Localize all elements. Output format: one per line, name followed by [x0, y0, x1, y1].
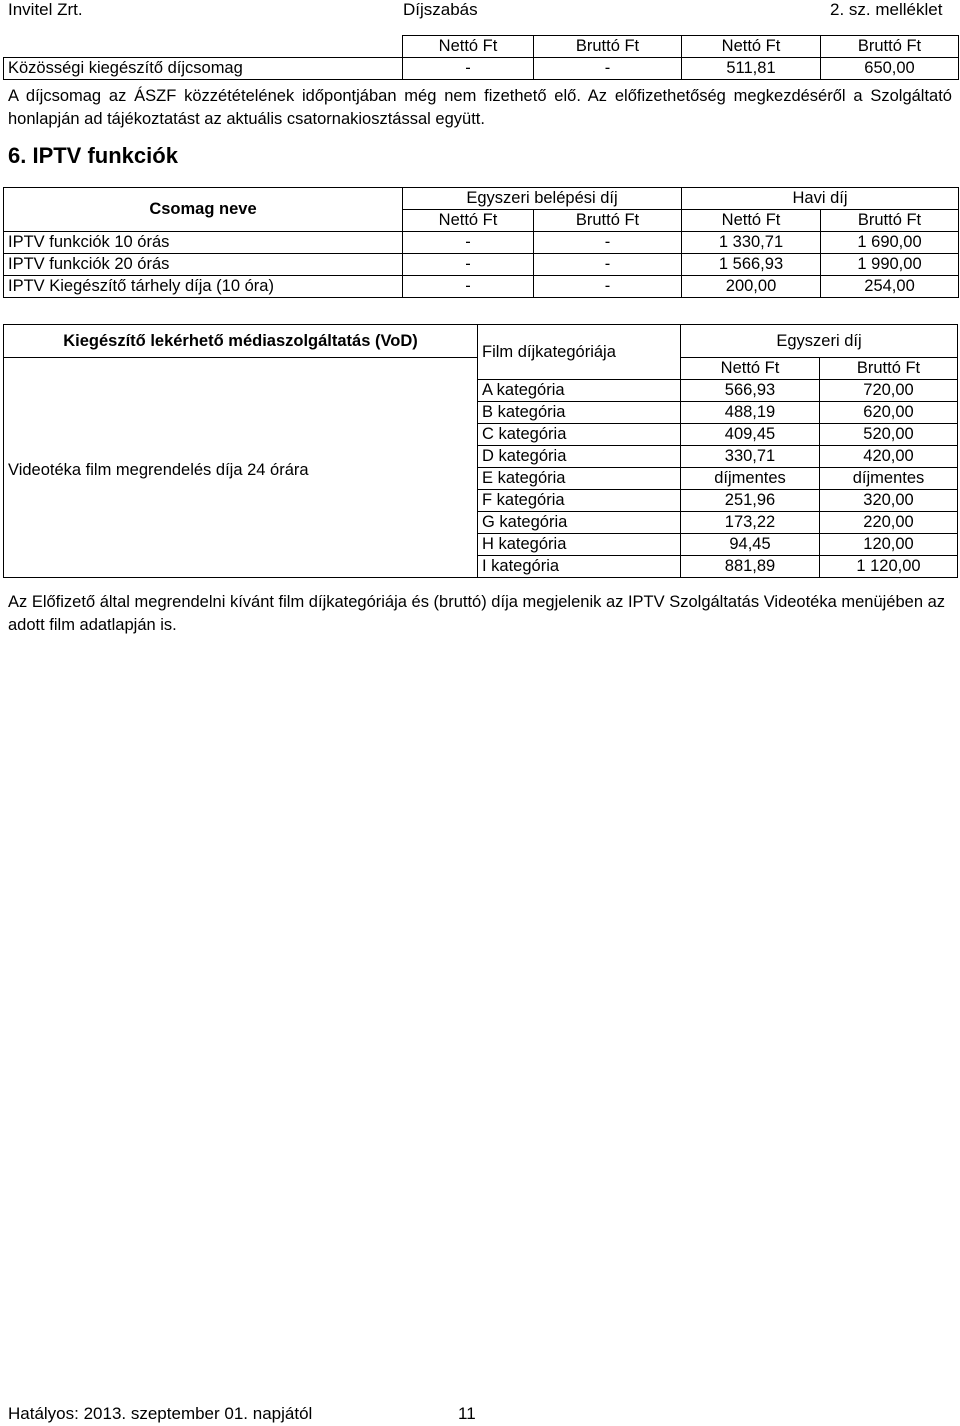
footer-effective-date: Hatályos: 2013. szeptember 01. napjától	[8, 1404, 313, 1423]
cell-value: -	[403, 254, 534, 276]
net-price: 251,96	[681, 490, 820, 512]
table-row	[4, 232, 959, 254]
package-name: IPTV funkciók 20 órás	[4, 254, 403, 276]
cell-value: -	[534, 232, 682, 254]
gross-price: 520,00	[820, 424, 958, 446]
header-doc-title: Díjszabás	[403, 0, 478, 19]
vod-title: Kiegészítő lekérhető médiaszolgáltatás (VoD)	[4, 325, 478, 358]
group-header-one-time: Egyszeri belépési díj	[403, 188, 682, 210]
cell-value: -	[534, 58, 682, 80]
category-name: D kategória	[478, 446, 681, 468]
cell-value: 1 690,00	[821, 232, 959, 254]
gross-price: 1 120,00	[820, 556, 958, 578]
cell-value: 254,00	[821, 276, 959, 298]
net-price: díjmentes	[681, 468, 820, 490]
cell-value: -	[534, 254, 682, 276]
net-price: 409,45	[681, 424, 820, 446]
col-header: Nettó Ft	[403, 210, 534, 232]
net-price: 566,93	[681, 380, 820, 402]
gross-price: 220,00	[820, 512, 958, 534]
gross-price: 320,00	[820, 490, 958, 512]
cell-value: -	[403, 58, 534, 80]
category-name: G kategória	[478, 512, 681, 534]
table-header-row	[4, 36, 959, 58]
col-header: Bruttó Ft	[820, 358, 958, 380]
table-header-row	[4, 188, 959, 210]
vod-table	[3, 324, 958, 578]
cell-value: 200,00	[682, 276, 821, 298]
net-price: 488,19	[681, 402, 820, 424]
section-heading: 6. IPTV funkciók	[8, 143, 178, 168]
cell-value: 511,81	[682, 58, 821, 80]
category-name: F kategória	[478, 490, 681, 512]
category-name: C kategória	[478, 424, 681, 446]
footer-page-number: 11	[458, 1404, 476, 1423]
gross-price: 420,00	[820, 446, 958, 468]
col-package-name: Csomag neve	[4, 188, 403, 232]
gross-price: díjmentes	[820, 468, 958, 490]
col-film-category: Film díjkategóriája	[478, 325, 681, 380]
table-header-row	[4, 325, 958, 358]
net-price: 330,71	[681, 446, 820, 468]
cell-value: 1 566,93	[682, 254, 821, 276]
package-name: IPTV Kiegészítő tárhely díja (10 óra)	[4, 276, 403, 298]
col-header: Nettó Ft	[681, 358, 820, 380]
package-name: Közösségi kiegészítő díjcsomag	[4, 58, 403, 80]
category-name: I kategória	[478, 556, 681, 578]
header-company: Invitel Zrt.	[8, 0, 83, 19]
category-name: B kategória	[478, 402, 681, 424]
group-header-one-time: Egyszeri díj	[681, 325, 958, 358]
cell-value: -	[403, 232, 534, 254]
gross-price: 720,00	[820, 380, 958, 402]
category-name: H kategória	[478, 534, 681, 556]
category-name: E kategória	[478, 468, 681, 490]
vod-service-name: Videotéka film megrendelés díja 24 órára	[4, 358, 478, 578]
group-header-monthly: Havi díj	[682, 188, 959, 210]
col-header: Bruttó Ft	[534, 36, 682, 58]
col-header: Nettó Ft	[403, 36, 534, 58]
col-header: Bruttó Ft	[821, 210, 959, 232]
net-price: 881,89	[681, 556, 820, 578]
table-row	[4, 276, 959, 298]
header-appendix: 2. sz. melléklet	[830, 0, 943, 19]
col-header: Bruttó Ft	[534, 210, 682, 232]
col-header: Nettó Ft	[682, 210, 821, 232]
package-name: IPTV funkciók 10 órás	[4, 232, 403, 254]
availability-note: A díjcsomag az ÁSZF közzétételének időpontjában még nem fizethető elő. Az előfizethetőség megkezdéséről a Szolgáltató honlapján ad tájékoztatást az aktuális csatornakiosztással együtt.	[8, 87, 952, 128]
iptv-functions-table	[3, 187, 959, 298]
vod-note: Az Előfizető által megrendelni kívánt film díjkategóriája és (bruttó) díja megjelenik az IPTV Szolgáltatás Videotéka menüjében az adott film adatlapján is.	[8, 593, 946, 634]
cell-value: -	[403, 276, 534, 298]
community-package-table	[3, 35, 959, 80]
gross-price: 120,00	[820, 534, 958, 556]
cell-value: 1 990,00	[821, 254, 959, 276]
col-header: Bruttó Ft	[821, 36, 959, 58]
table-row	[4, 58, 959, 80]
category-name: A kategória	[478, 380, 681, 402]
table-row	[4, 254, 959, 276]
net-price: 94,45	[681, 534, 820, 556]
cell-value: -	[534, 276, 682, 298]
cell-value: 650,00	[821, 58, 959, 80]
gross-price: 620,00	[820, 402, 958, 424]
net-price: 173,22	[681, 512, 820, 534]
cell-value: 1 330,71	[682, 232, 821, 254]
col-header: Nettó Ft	[682, 36, 821, 58]
